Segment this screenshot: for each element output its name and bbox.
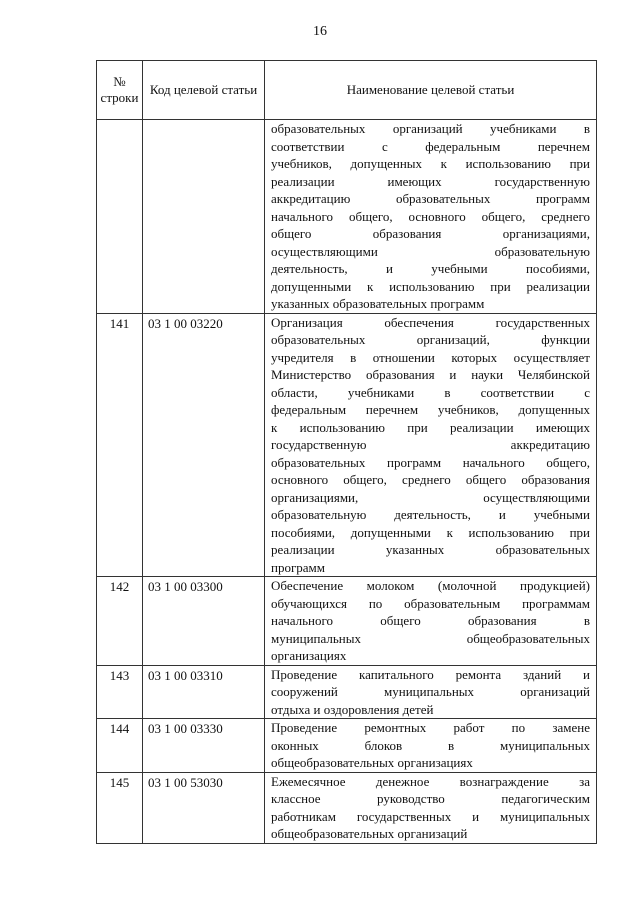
target-name bbox=[265, 313, 597, 577]
target-articles-table bbox=[96, 60, 597, 844]
table-row bbox=[97, 120, 597, 314]
table-row bbox=[97, 313, 597, 577]
target-name-line: деятельность, и учебными пособиями, bbox=[271, 261, 590, 276]
target-name-line: области, учебниками в соответствии с bbox=[271, 384, 590, 400]
target-name-line: программ bbox=[271, 559, 326, 575]
target-name-line: общеобразовательных организациях bbox=[271, 755, 473, 770]
target-name-line: реализации имеющих государственную bbox=[271, 173, 590, 189]
target-name-line: образовательную деятельность, и учебными bbox=[271, 507, 590, 522]
target-name-line: образовательных организаций учебниками в bbox=[271, 121, 590, 136]
target-name bbox=[265, 772, 597, 843]
row-number: 142 bbox=[97, 577, 143, 666]
target-name-line: общеобразовательных организаций bbox=[271, 826, 468, 841]
target-name-line: федеральным перечнем учебников, допущенных bbox=[271, 402, 590, 417]
target-name-line: государственную аккредитацию bbox=[271, 437, 590, 452]
row-number: 143 bbox=[97, 665, 143, 719]
target-name-line: допущенными к использованию при реализации bbox=[271, 278, 590, 294]
target-name-line: муниципальных общеобразовательных bbox=[271, 630, 590, 646]
target-code: 03 1 00 03220 bbox=[143, 313, 265, 577]
target-name-line: учредителя в отношении которых осуществляет bbox=[271, 349, 590, 365]
target-name-line: образовательных организаций, функции bbox=[271, 332, 590, 347]
target-name-line: оконных блоков в муниципальных bbox=[271, 737, 590, 753]
target-name-line: соответствии с федеральным перечнем bbox=[271, 138, 590, 154]
target-name-line: организациях bbox=[271, 648, 347, 663]
target-name-line: основного общего, среднего общего образования bbox=[271, 472, 590, 487]
target-name-line: сооружений муниципальных организаций bbox=[271, 684, 590, 699]
target-name-line: работникам государственных и муниципальных bbox=[271, 808, 590, 824]
table-row bbox=[97, 719, 597, 773]
table-row bbox=[97, 772, 597, 843]
table-header-row bbox=[97, 61, 597, 120]
target-name-line: обучающихся по образовательным программам bbox=[271, 595, 590, 611]
row-number: 145 bbox=[97, 772, 143, 843]
target-name-line: осуществляющими образовательную bbox=[271, 243, 590, 259]
target-name-line: Министерство образования и науки Челябинской bbox=[271, 367, 590, 382]
target-code: 03 1 00 03330 bbox=[143, 719, 265, 773]
target-name-line: Обеспечение молоком (молочной продукцией) bbox=[271, 578, 590, 593]
target-name-line: учебников, допущенных к использованию при bbox=[271, 156, 590, 171]
row-number: 144 bbox=[97, 719, 143, 773]
target-name bbox=[265, 577, 597, 666]
target-name-line: Ежемесячное денежное вознаграждение за bbox=[271, 773, 590, 789]
target-name-line: образовательных программ начального общего, bbox=[271, 454, 590, 470]
target-name-line: реализации указанных образовательных bbox=[271, 542, 590, 557]
header-target-name: Наименование целевой статьи bbox=[265, 61, 597, 120]
target-name-line: организациями, осуществляющими bbox=[271, 489, 590, 505]
target-name bbox=[265, 665, 597, 719]
header-row-number: № строки bbox=[97, 61, 143, 120]
target-code: 03 1 00 03310 bbox=[143, 665, 265, 719]
header-target-code: Код целевой статьи bbox=[143, 61, 265, 120]
row-number: 141 bbox=[97, 313, 143, 577]
target-name-line: отдыха и оздоровления детей bbox=[271, 701, 434, 717]
page-number: 16 bbox=[313, 24, 327, 39]
target-name-line: классное руководство педагогическим bbox=[271, 791, 590, 806]
target-code bbox=[143, 120, 265, 314]
row-number bbox=[97, 120, 143, 314]
target-name-line: указанных образовательных программ bbox=[271, 296, 485, 311]
target-name-line: аккредитацию образовательных программ bbox=[271, 191, 590, 206]
target-name-line: начального общего, основного общего, среднего bbox=[271, 208, 590, 224]
target-name-line: пособиями, допущенными к использованию при bbox=[271, 524, 590, 540]
target-code: 03 1 00 03300 bbox=[143, 577, 265, 666]
target-name-line: Проведение ремонтных работ по замене bbox=[271, 720, 590, 735]
target-name bbox=[265, 719, 597, 773]
target-code: 03 1 00 53030 bbox=[143, 772, 265, 843]
target-name-line: общего образования организациями, bbox=[271, 226, 590, 241]
table-body bbox=[97, 120, 597, 844]
target-name bbox=[265, 120, 597, 314]
target-name-line: Проведение капитального ремонта зданий и bbox=[271, 666, 590, 682]
target-name-line: к использованию при реализации имеющих bbox=[271, 419, 590, 435]
target-name-line: Организация обеспечения государственных bbox=[271, 314, 590, 330]
target-name-line: начального общего образования в bbox=[271, 613, 590, 628]
table-row bbox=[97, 577, 597, 666]
table-row bbox=[97, 665, 597, 719]
